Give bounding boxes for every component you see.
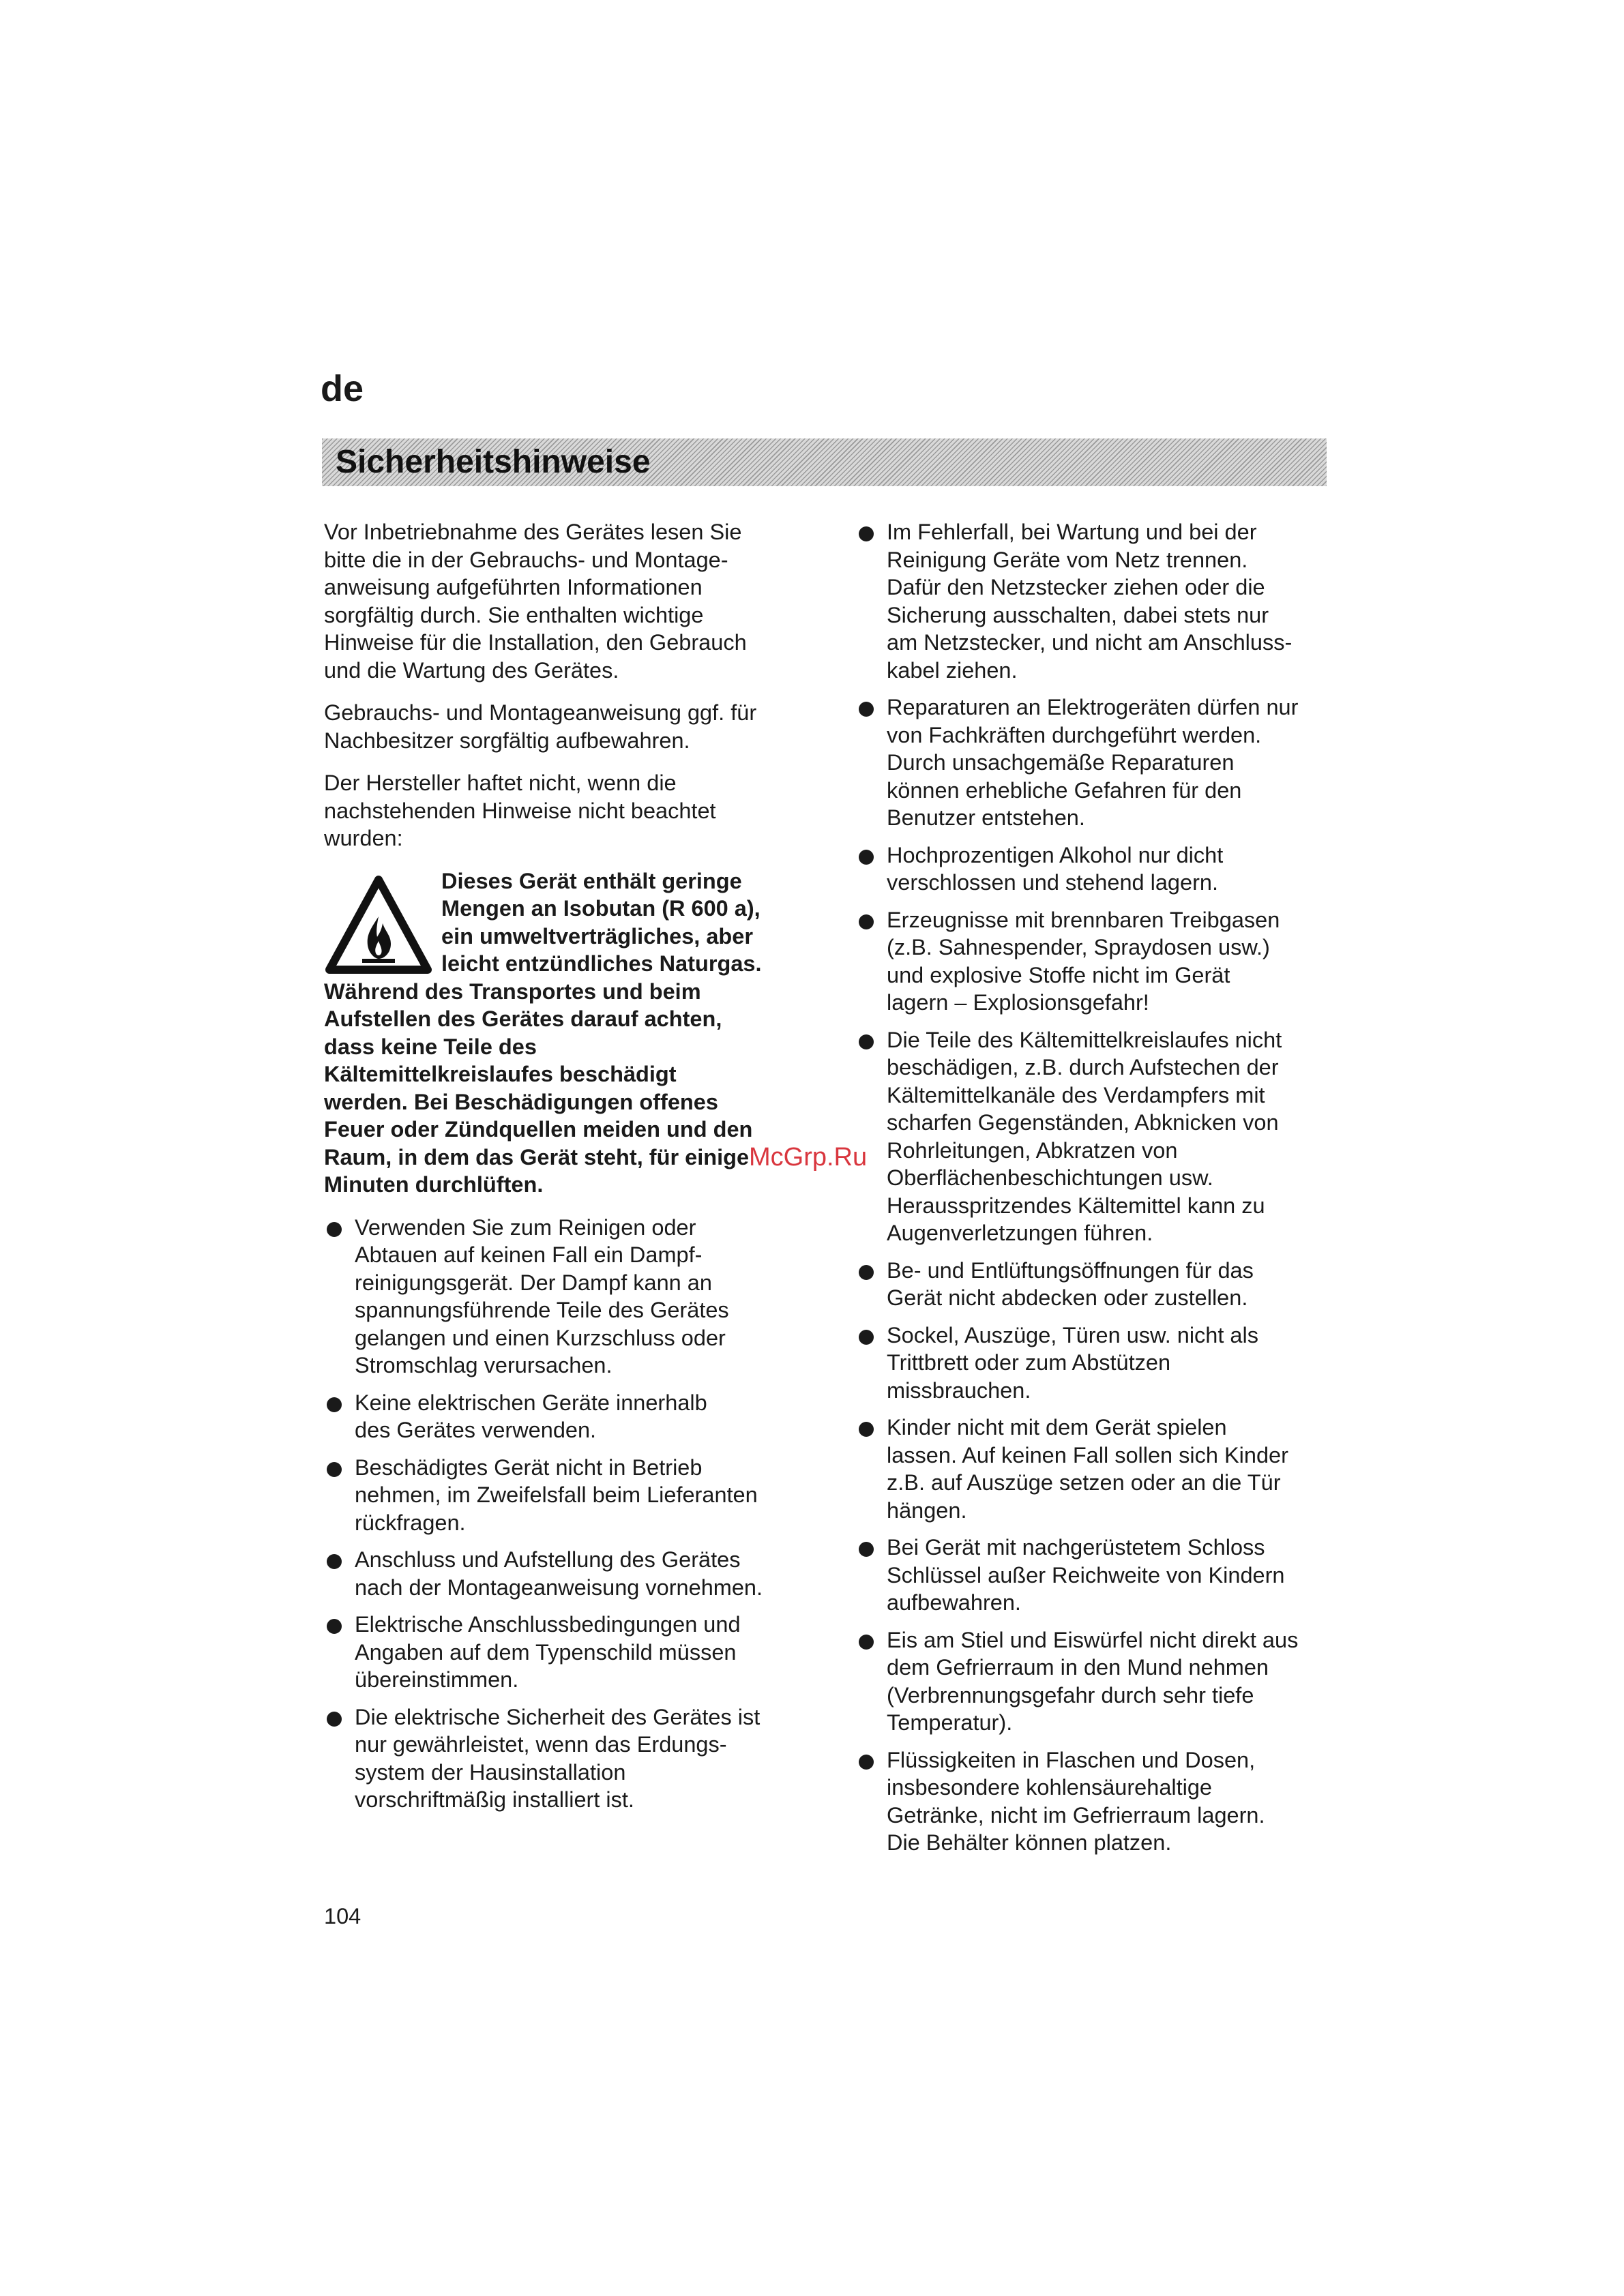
bullet-dot-icon <box>859 914 874 929</box>
list-item-text: Verwenden Sie zum Reinigen oder Abtauen auf keinen Fall ein Dampf- reinigungsgerät. Der Dampf kann an spannungsführende Teile des Gerätes gelangen und einen Kurzschluss oder Stromschlag verursachen. <box>355 1214 729 1377</box>
right-bullet-list <box>856 518 1333 1857</box>
list-item <box>324 1389 801 1444</box>
bullet-dot-icon <box>859 702 874 717</box>
list-item <box>856 1414 1333 1524</box>
bullet-dot-icon <box>327 1222 342 1237</box>
section-title-bar <box>322 438 1327 486</box>
list-item-text: Die elektrische Sicherheit des Gerätes ist nur gewährleistet, wenn das Erdungs- system der Hausinstallation vorschriftmäßig installiert ist. <box>355 1704 761 1812</box>
left-bullet-list <box>324 1214 801 1814</box>
list-item <box>324 1703 801 1814</box>
left-column <box>324 518 801 1823</box>
list-item <box>324 1454 801 1537</box>
bullet-dot-icon <box>859 1034 874 1049</box>
bullet-dot-icon <box>327 1462 342 1477</box>
list-item-text: Keine elektrischen Geräte innerhalb des Gerätes verwenden. <box>355 1390 707 1442</box>
list-item-text: Kinder nicht mit dem Gerät spielen lassen. Auf keinen Fall sollen sich Kinder z.B. auf Auszüge setzen oder an die Tür hängen. <box>887 1415 1288 1523</box>
list-item-text: Erzeugnisse mit brennbaren Treibgasen (z.B. Sahnespender, Spraydosen usw.) und explosive Stoffe nicht im Gerät lagern – Explosionsgefahr! <box>887 907 1280 1015</box>
page-number: 104 <box>324 1904 361 1928</box>
list-item-text: Flüssigkeiten in Flaschen und Dosen, insbesondere kohlensäurehaltige Getränke, nicht im Gefrierraum lagern. Die Behälter können platzen. <box>887 1747 1265 1855</box>
list-item <box>856 1026 1333 1247</box>
bullet-dot-icon <box>859 1542 874 1557</box>
bullet-dot-icon <box>859 1635 874 1650</box>
list-item <box>856 1322 1333 1405</box>
warning-block <box>324 867 801 1199</box>
list-item-text: Im Fehlerfall, bei Wartung und bei der Reinigung Geräte vom Netz trennen. Dafür den Netzstecker ziehen oder die Sicherung ausschalten, dabei stets nur am Netzstecker, und nicht am Anschluss- kabel ziehen. <box>887 520 1293 683</box>
bullet-dot-icon <box>859 1422 874 1437</box>
list-item-text: Eis am Stiel und Eiswürfel nicht direkt aus dem Gefrierraum in den Mund nehmen (Verbrennungsgefahr durch sehr tiefe Temperatur). <box>887 1627 1299 1735</box>
bullet-dot-icon <box>859 850 874 865</box>
intro-paragraph: Der Hersteller haftet nicht, wenn die nachstehenden Hinweise nicht beachtet wurden: <box>324 771 716 850</box>
list-item-text: Beschädigtes Gerät nicht in Betrieb nehmen, im Zweifelsfall beim Lieferanten rückfragen. <box>355 1455 758 1535</box>
section-title: Sicherheitshinweise <box>336 444 651 480</box>
bullet-dot-icon <box>859 526 874 541</box>
list-item-text: Be- und Entlüftungsöffnungen für das Gerät nicht abdecken oder zustellen. <box>887 1257 1254 1310</box>
intro-paragraph: Gebrauchs- und Montageanweisung ggf. für Nachbesitzer sorgfältig aufbewahren. <box>324 700 757 753</box>
list-item <box>856 1534 1333 1617</box>
list-item-text: Sockel, Auszüge, Türen usw. nicht als Trittbrett oder zum Abstützen missbrauchen. <box>887 1322 1258 1403</box>
watermark-text: McGrp.Ru <box>749 1143 868 1172</box>
list-item-text: Hochprozentigen Alkohol nur dicht verschlossen und stehend lagern. <box>887 842 1224 895</box>
list-item <box>856 1746 1333 1857</box>
list-item-text: Reparaturen an Elektrogeräten dürfen nur von Fachkräften durchgeführt werden. Durch unsachgemäße Reparaturen können erhebliche Gefahren für den Benutzer entstehen. <box>887 695 1299 830</box>
list-item <box>324 1611 801 1694</box>
bullet-dot-icon <box>859 1330 874 1345</box>
bullet-dot-icon <box>859 1265 874 1280</box>
list-item <box>856 1257 1333 1312</box>
list-item-text: Die Teile des Kältemittelkreislaufes nicht beschädigen, z.B. durch Aufstechen der Kältemittelkanäle des Verdampfers mit scharfen Gegenständen, Abknicken von Rohrleitungen, Abkratzen von Oberflächenbeschichtungen usw. Herausspritzendes Kältemittel kann zu Augenverletzungen führen. <box>887 1027 1282 1245</box>
bullet-dot-icon <box>327 1712 342 1727</box>
list-item <box>856 518 1333 684</box>
list-item <box>324 1546 801 1601</box>
list-item-text: Anschluss und Aufstellung des Gerätes nach der Montageanweisung vornehmen. <box>355 1547 763 1600</box>
flammable-warning-icon <box>324 874 433 976</box>
right-column <box>856 518 1333 1866</box>
bullet-dot-icon <box>859 1755 874 1770</box>
list-item <box>856 694 1333 832</box>
list-item <box>856 906 1333 1017</box>
bullet-dot-icon <box>327 1619 342 1634</box>
list-item-text: Elektrische Anschlussbedingungen und Angaben auf dem Typenschild müssen übereinstimmen. <box>355 1612 741 1692</box>
bullet-dot-icon <box>327 1554 342 1569</box>
list-item <box>324 1214 801 1380</box>
list-item <box>856 841 1333 897</box>
list-item-text: Bei Gerät mit nachgerüstetem Schloss Schlüssel außer Reichweite von Kindern aufbewahren. <box>887 1535 1285 1615</box>
bullet-dot-icon <box>327 1397 342 1412</box>
warning-text: Dieses Gerät enthält geringe Mengen an Isobutan (R 600 a), ein umweltverträgliches, aber leicht entzündliches Naturgas. Während des Transportes und beim Aufstellen des Gerätes darauf achten, dass keine Teile des Kältemittelkreislaufes beschädigt werden. Bei Beschädigungen offenes Feuer oder Zündquellen meiden und den Raum, in dem das Gerät steht, für einige Minuten durchlüften. <box>324 868 762 1197</box>
language-tag: de <box>321 368 364 409</box>
intro-paragraph: Vor Inbetriebnahme des Gerätes lesen Sie bitte die in der Gebrauchs- und Montage- anweisung aufgeführten Informationen sorgfältig durch. Sie enthalten wichtige Hinweise für die Installation, den Gebrauch und die Wartung des Gerätes. <box>324 520 747 683</box>
list-item <box>856 1626 1333 1737</box>
